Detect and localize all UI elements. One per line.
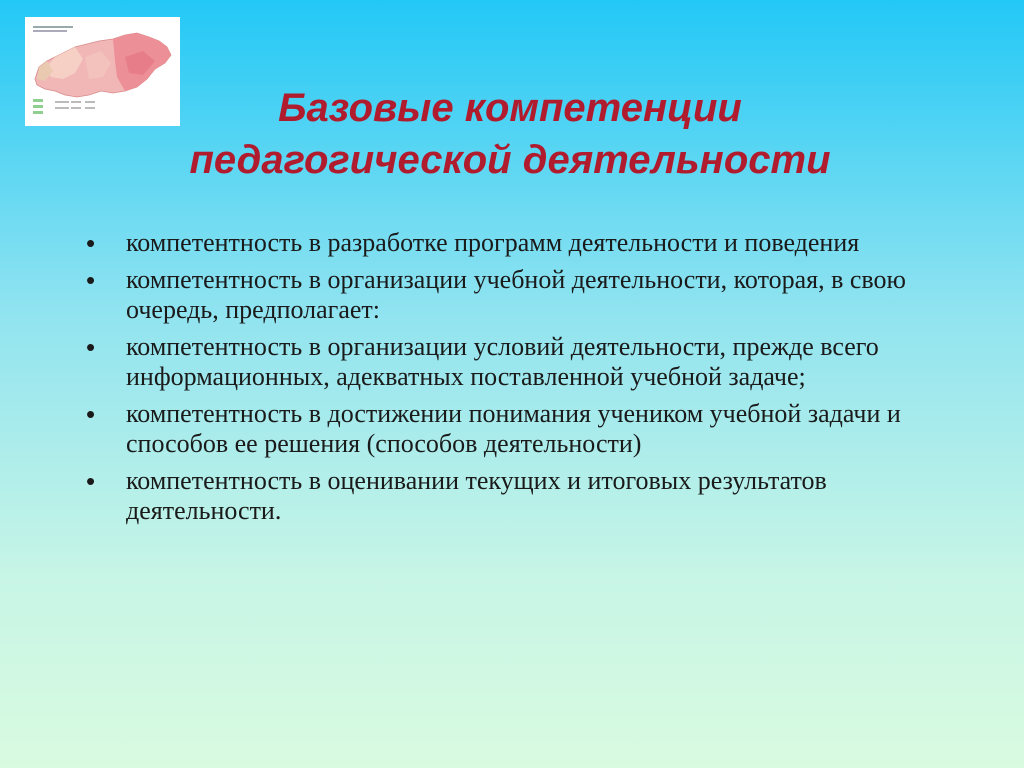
bullet-list xyxy=(78,228,958,533)
bullet-dot: • xyxy=(86,265,96,295)
bullet-text: компетентность в организации условий деятельности, прежде всего информационных, адекватных поставленной учебной задаче; xyxy=(126,332,879,391)
slide-title-line-2: педагогической деятельности xyxy=(189,138,831,182)
bullet-dot: • xyxy=(86,228,96,258)
bullet-text: компетентность в оценивании текущих и итоговых результатов деятельности. xyxy=(126,466,827,525)
bullet-dot: • xyxy=(86,466,96,496)
slide-title xyxy=(130,82,890,186)
bullet-dot: • xyxy=(86,332,96,362)
bullet-item xyxy=(78,466,958,526)
bullet-text: компетентность в разработке программ деятельности и поведения xyxy=(126,228,860,257)
bullet-item xyxy=(78,332,958,392)
slide-title-line-1: Базовые компетенции xyxy=(278,86,742,130)
bullet-dot: • xyxy=(86,399,96,429)
bullet-item xyxy=(78,265,958,325)
bullet-item xyxy=(78,228,958,258)
bullet-text: компетентность в достижении понимания учеником учебной задачи и способов ее решения (способов деятельности) xyxy=(126,399,901,458)
bullet-text: компетентность в организации учебной деятельности, которая, в свою очередь, предполагает: xyxy=(126,265,906,324)
bullet-item xyxy=(78,399,958,459)
